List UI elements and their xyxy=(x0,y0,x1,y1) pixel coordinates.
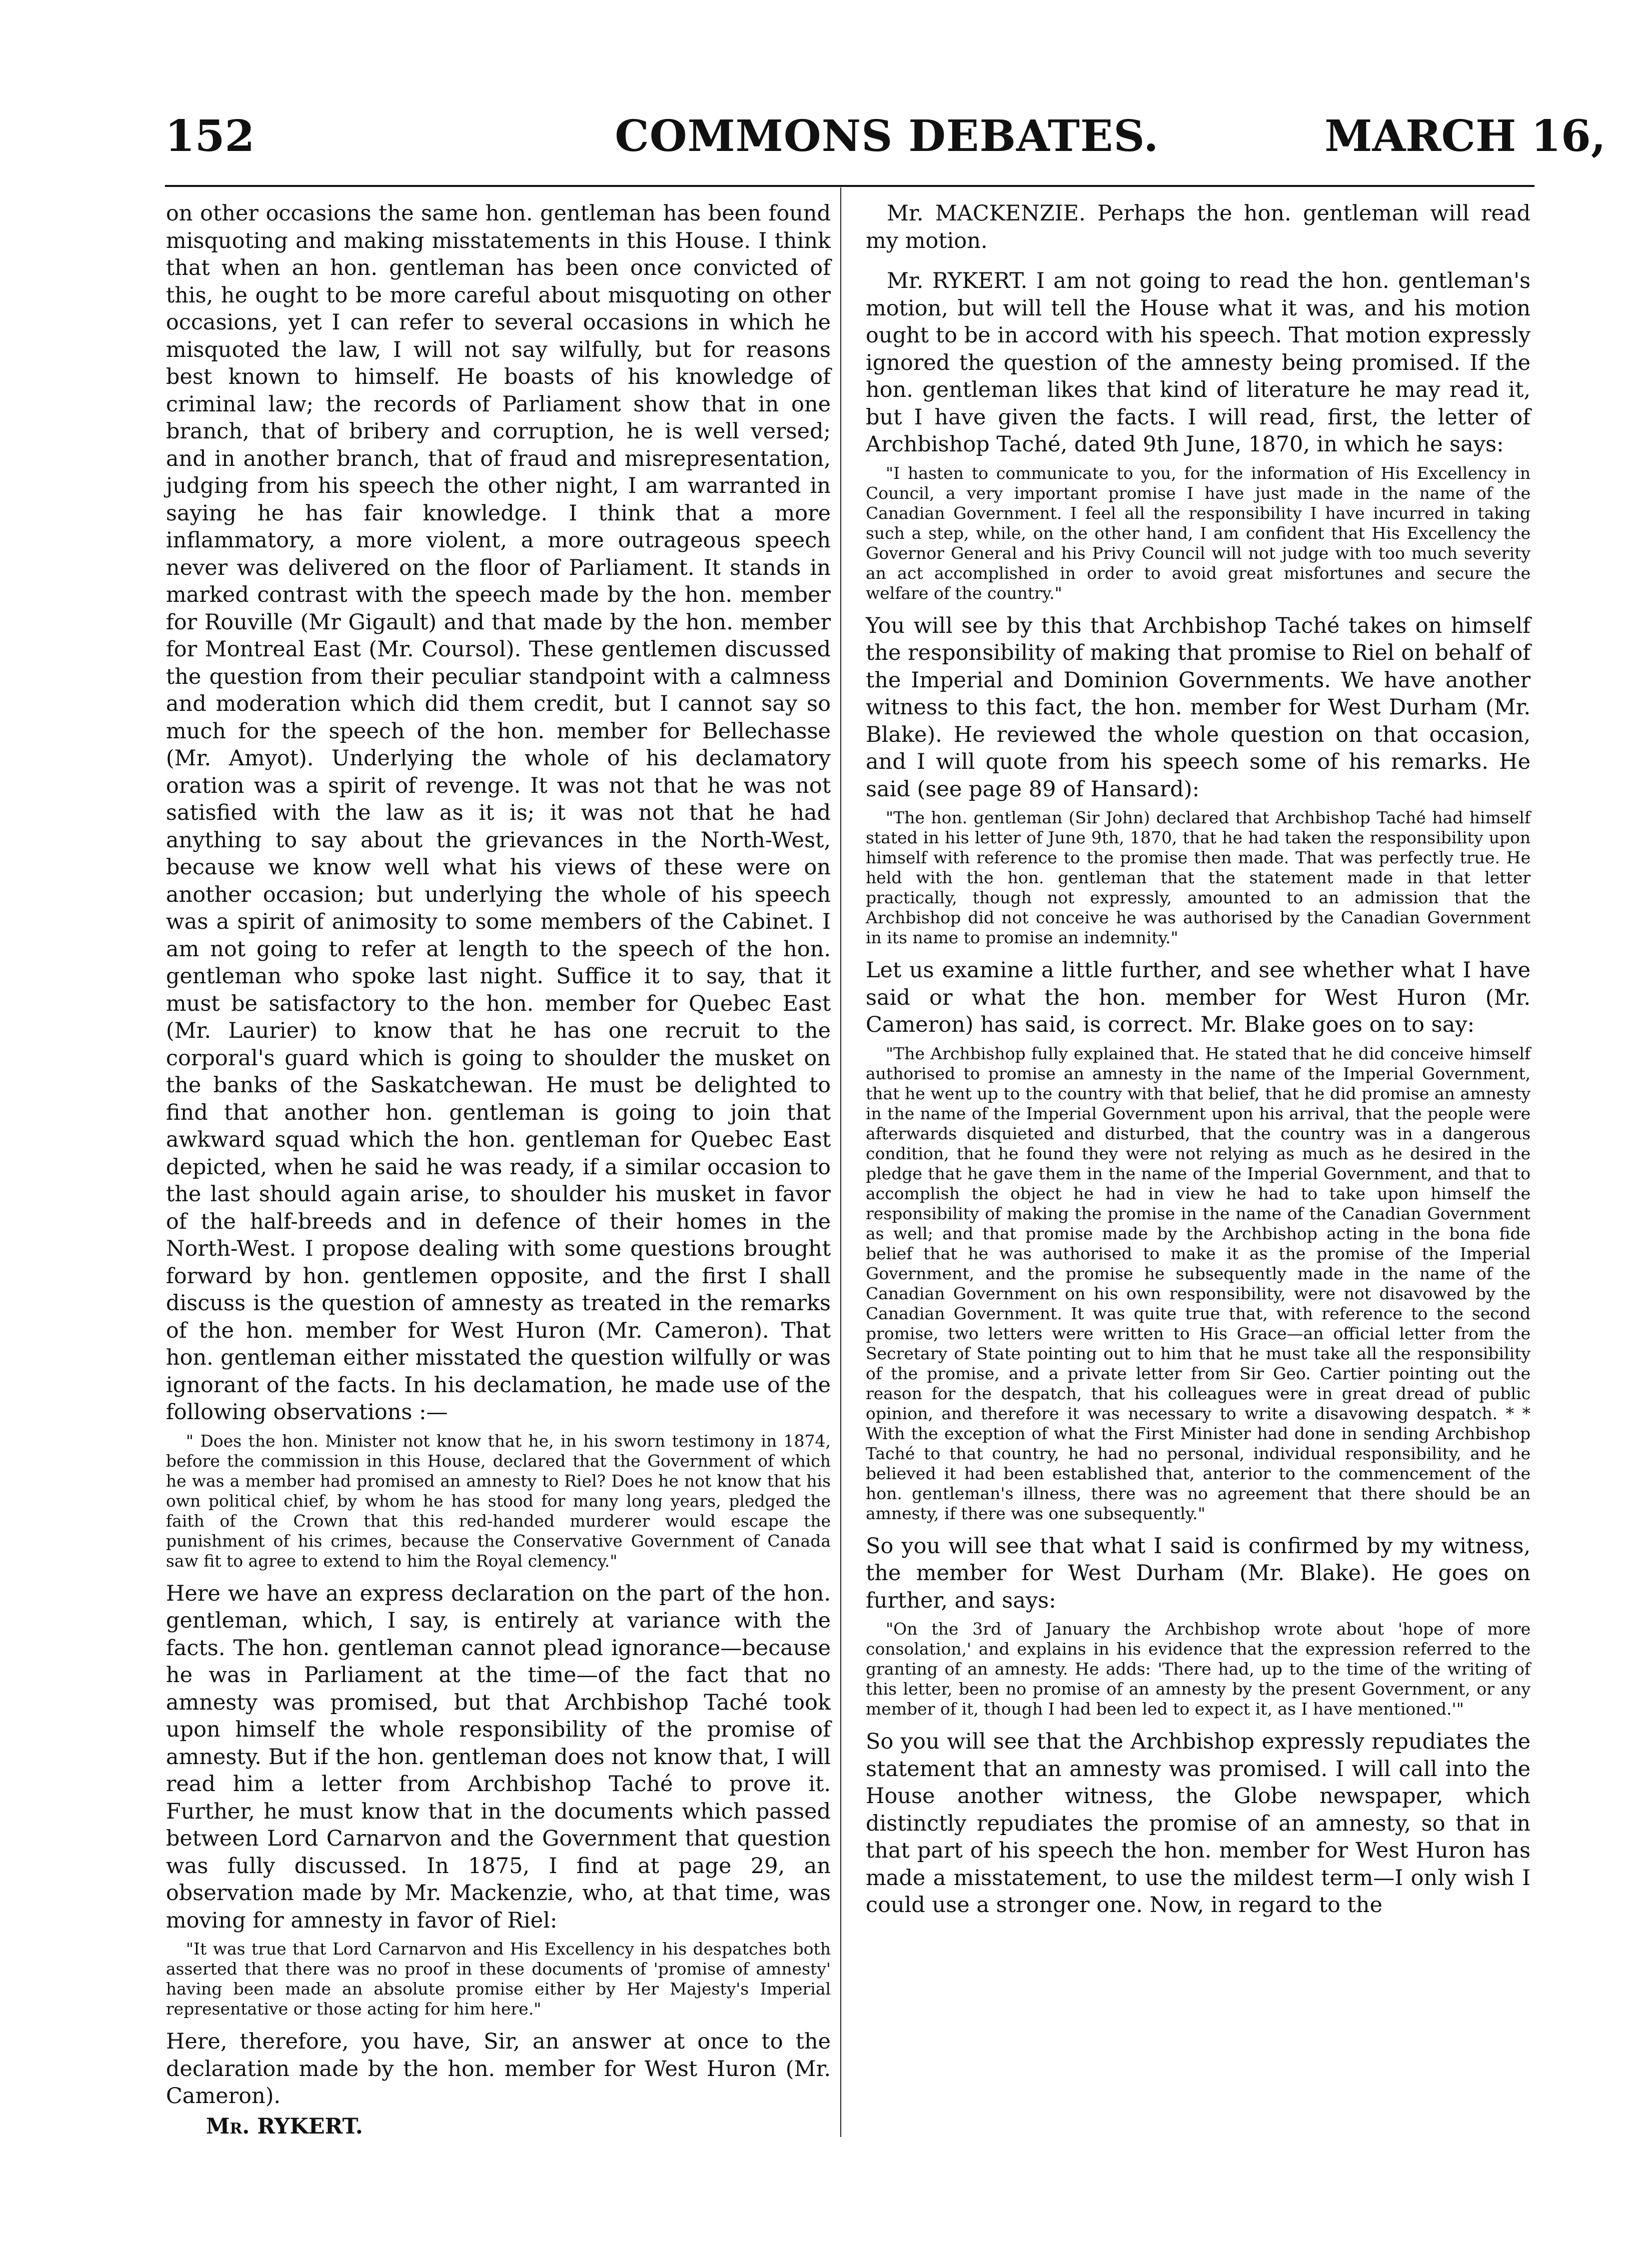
left-column xyxy=(166,200,831,2140)
left-paragraph-3: Here, therefore, you have, Sir, an answer at once to the declaration made by the hon. member for West Huron (Mr. Cameron). xyxy=(166,2029,831,2109)
right-paragraph-6: So you will see that the Archbishop expressly repudiates the statement that an amnesty was promised. I will call into the House another witness, the Globe newspaper, which distinctly repudiates the promise of an amnesty, so that in that part of his speech the hon. member for West Huron has made a misstatement, to use the mildest term—I only wish I could use a stronger one. Now, in regard to the xyxy=(866,1729,1531,1918)
right-paragraph-3: You will see by this that Archbishop Taché takes on himself the responsibility of making that promise to Riel on behalf of the Imperial and Dominion Governments. We have another witness to this fact, the hon. member for West Durham (Mr. Blake). He reviewed the whole question on that occasion, and I will quote from his speech some of his remarks. He said (see page 89 of Hansard): xyxy=(866,613,1531,802)
right-quote-3: "The Archbishop fully explained that. He stated that he did conceive himself authorised to promise an amnesty in the name of the Imperial Government, that he went up to the country with that belief, that he did promise an amnesty in the name of the Imperial Government upon his arrival, that the people were afterwards disquieted and disturbed, that the country was in a dangerous condition, that he found they were not relying as much as he desired in the pledge that he gave them in the name of the Imperial Government, and that to accomplish the object he had in view he had to take upon himself the responsibility of making the promise in the name of the Canadian Government as well; and that promise made by the Archbishop acting in the bona fide belief that he was authorised to make it as the promise of the Imperial Government, and the promise he subsequently made in the name of the Canadian Government on his own responsibility, were not disavowed by the Canadian Government. It was quite true that, with reference to the second promise, two letters were written to His Grace—an official letter from the Secretary of State pointing out to him that he must take all the responsibility of the promise, and a private letter from Sir Geo. Cartier pointing out the reason for the despatch, that his colleagues were in great dread of public opinion, and therefore it was necessary to write a disavowing despatch. * * With the exception of what the First Minister had done in sending Archbishop Taché to that country, he had no personal, individual responsibility, and he believed it had been established that, anterior to the commencement of the hon. gentleman's illness, there was no agreement that there should be an amnesty, if there was one subsequently." xyxy=(866,1043,1531,1523)
right-quote-4: "On the 3rd of January the Archbishop wrote about 'hope of more consolation,' and explains in his evidence that the expression referred to the granting of an amnesty. He adds: 'There had, up to the time of the writing of this letter, been no promise of an amnesty by the present Government, or any member of it, though I had been led to expect it, as I have mentioned.'" xyxy=(866,1619,1531,1719)
left-paragraph-1: on other occasions the same hon. gentleman has been found misquoting and making misstatements in this House. I think that when an hon. gentleman has been once convicted of this, he ought to be more careful about misquoting on other occasions, yet I can refer to several occasions in which he misquoted the law, I will not say wilfully, but for reasons best known to himself. He boasts of his knowledge of criminal law; the records of Parliament show that in one branch, that of bribery and corruption, he is well versed; and in another branch, that of fraud and misrepresentation, judging from his speech the other night, I am warranted in saying he has fair knowledge. I think that a more inflammatory, a more violent, a more outrageous speech never was delivered on the floor of Parliament. It stands in marked contrast with the speech made by the hon. member for Rouville (Mr Gigault) and that made by the hon. member for Montreal East (Mr. Coursol). These gentlemen discussed the question from their peculiar standpoint with a calmness and moderation which did them credit, but I cannot say so much for the speech of the hon. member for Bellechasse (Mr. Amyot). Underlying the whole of his declamatory oration was a spirit of revenge. It was not that he was not satisfied with the law as it is; it was not that he had anything to say about the grievances in the North-West, because we know well what his views of these were on another occasion; but underlying the whole of his speech was a spirit of animosity to some members of the Cabinet. I am not going to refer at length to the speech of the hon. gentleman who spoke last night. Suffice it to say, that it must be satisfactory to the hon. member for Quebec East (Mr. Laurier) to know that he has one recruit to the corporal's guard which is going to shoulder the musket on the banks of the Saskatchewan. He must be delighted to find that another hon. gentleman is going to join that awkward squad which the hon. gentleman for Quebec East depicted, when he said he was ready, if a similar occasion to the last should again arise, to shoulder his musket in favor of the half-breeds and in defence of their homes in the North-West. I propose dealing with some questions brought forward by hon. gentlemen opposite, and the first I shall discuss is the question of amnesty as treated in the remarks of the hon. member for West Huron (Mr. Cameron). That hon. gentleman either misstated the question wilfully or was ignorant of the facts. In his declamation, he made use of the following observations :— xyxy=(166,201,831,1425)
right-quote-1: "I hasten to communicate to you, for the information of His Excellency in Council, a very important promise I have just made in the name of the Canadian Government. I feel all the responsibility I have incurred in taking such a step, while, on the other hand, I am confident that His Excellency the Governor General and his Privy Council will not judge with too much severity an act accomplished in order to avoid great misfortunes and secure the welfare of the country." xyxy=(866,463,1531,603)
right-paragraph-2: Mr. RYKERT. I am not going to read the hon. gentleman's motion, but will tell the House what it was, and his motion ought to be in accord with his speech. That motion expressly ignored the question of the amnesty being promised. If the hon. gentleman likes that kind of literature he may read it, but I have given the facts. I will read, first, the letter of Archbishop Taché, dated 9th June, 1870, in which he says: xyxy=(866,268,1531,457)
right-quote-2: "The hon. gentleman (Sir John) declared that Archbishop Taché had himself stated in his letter of June 9th, 1870, that he had taken the responsibility upon himself with reference to the promise then made. That was perfectly true. He held with the hon. gentleman that the statement made in that letter practically, though not expressly, amounted to an admission that the Archbishop did not conceive he was authorised by the Canadian Government in its name to promise an indemnity." xyxy=(866,808,1531,947)
right-column xyxy=(866,200,1531,1919)
running-head-title: COMMONS DEBATES. xyxy=(615,111,1159,161)
right-paragraph-5: So you will see that what I said is confirmed by my witness, the member for West Durham (Mr. Blake). He goes on further, and says: xyxy=(866,1533,1531,1613)
right-paragraph-1: Mr. MACKENZIE. Perhaps the hon. gentleman will read my motion. xyxy=(866,201,1531,253)
left-quote-2: "It was true that Lord Carnarvon and His Excellency in his despatches both asserted that there was no proof in these documents of 'promise of amnesty' having been made an absolute promise either by Her Majesty's Imperial representative or those acting for him here." xyxy=(166,1939,831,2019)
header-rule xyxy=(165,185,1535,187)
left-paragraph-2: Here we have an express declaration on the part of the hon. gentleman, which, I say, is entirely at variance with the facts. The hon. gentleman cannot plead ignorance—because he was in Parliament at the time—of the fact that no amnesty was promised, but that Archbishop Taché took upon himself the whole responsibility of the promise of amnesty. But if the hon. gentleman does not know that, I will read him a letter from Archbishop Taché to prove it. Further, he must know that in the documents which passed between Lord Carnarvon and the Government that question was fully discussed. In 1875, I find at page 29, an observation made by Mr. Mackenzie, who, at that time, was moving for amnesty in favor of Riel: xyxy=(166,1581,831,1933)
column-divider xyxy=(840,187,841,2137)
page-date: MARCH 16, xyxy=(1325,111,1606,161)
left-quote-1: " Does the hon. Minister not know that he, in his sworn testimony in 1874, before the commission in this House, declared that the Government of which he was a member had promised an amnesty to Riel? Does he not know that his own political chief, by whom he has stood for many long years, pledged the faith of the Crown that this red-handed murderer would escape the punishment of his crimes, because the Conservative Government of Canada saw fit to agree to extend to him the Royal clemency." xyxy=(166,1431,831,1571)
page-number: 152 xyxy=(165,111,255,161)
right-paragraph-4: Let us examine a little further, and see whether what I have said or what the hon. member for West Huron (Mr. Cameron) has said, is correct. Mr. Blake goes on to say: xyxy=(866,958,1531,1037)
speaker-signature: Mr. RYKERT. xyxy=(206,2114,363,2139)
